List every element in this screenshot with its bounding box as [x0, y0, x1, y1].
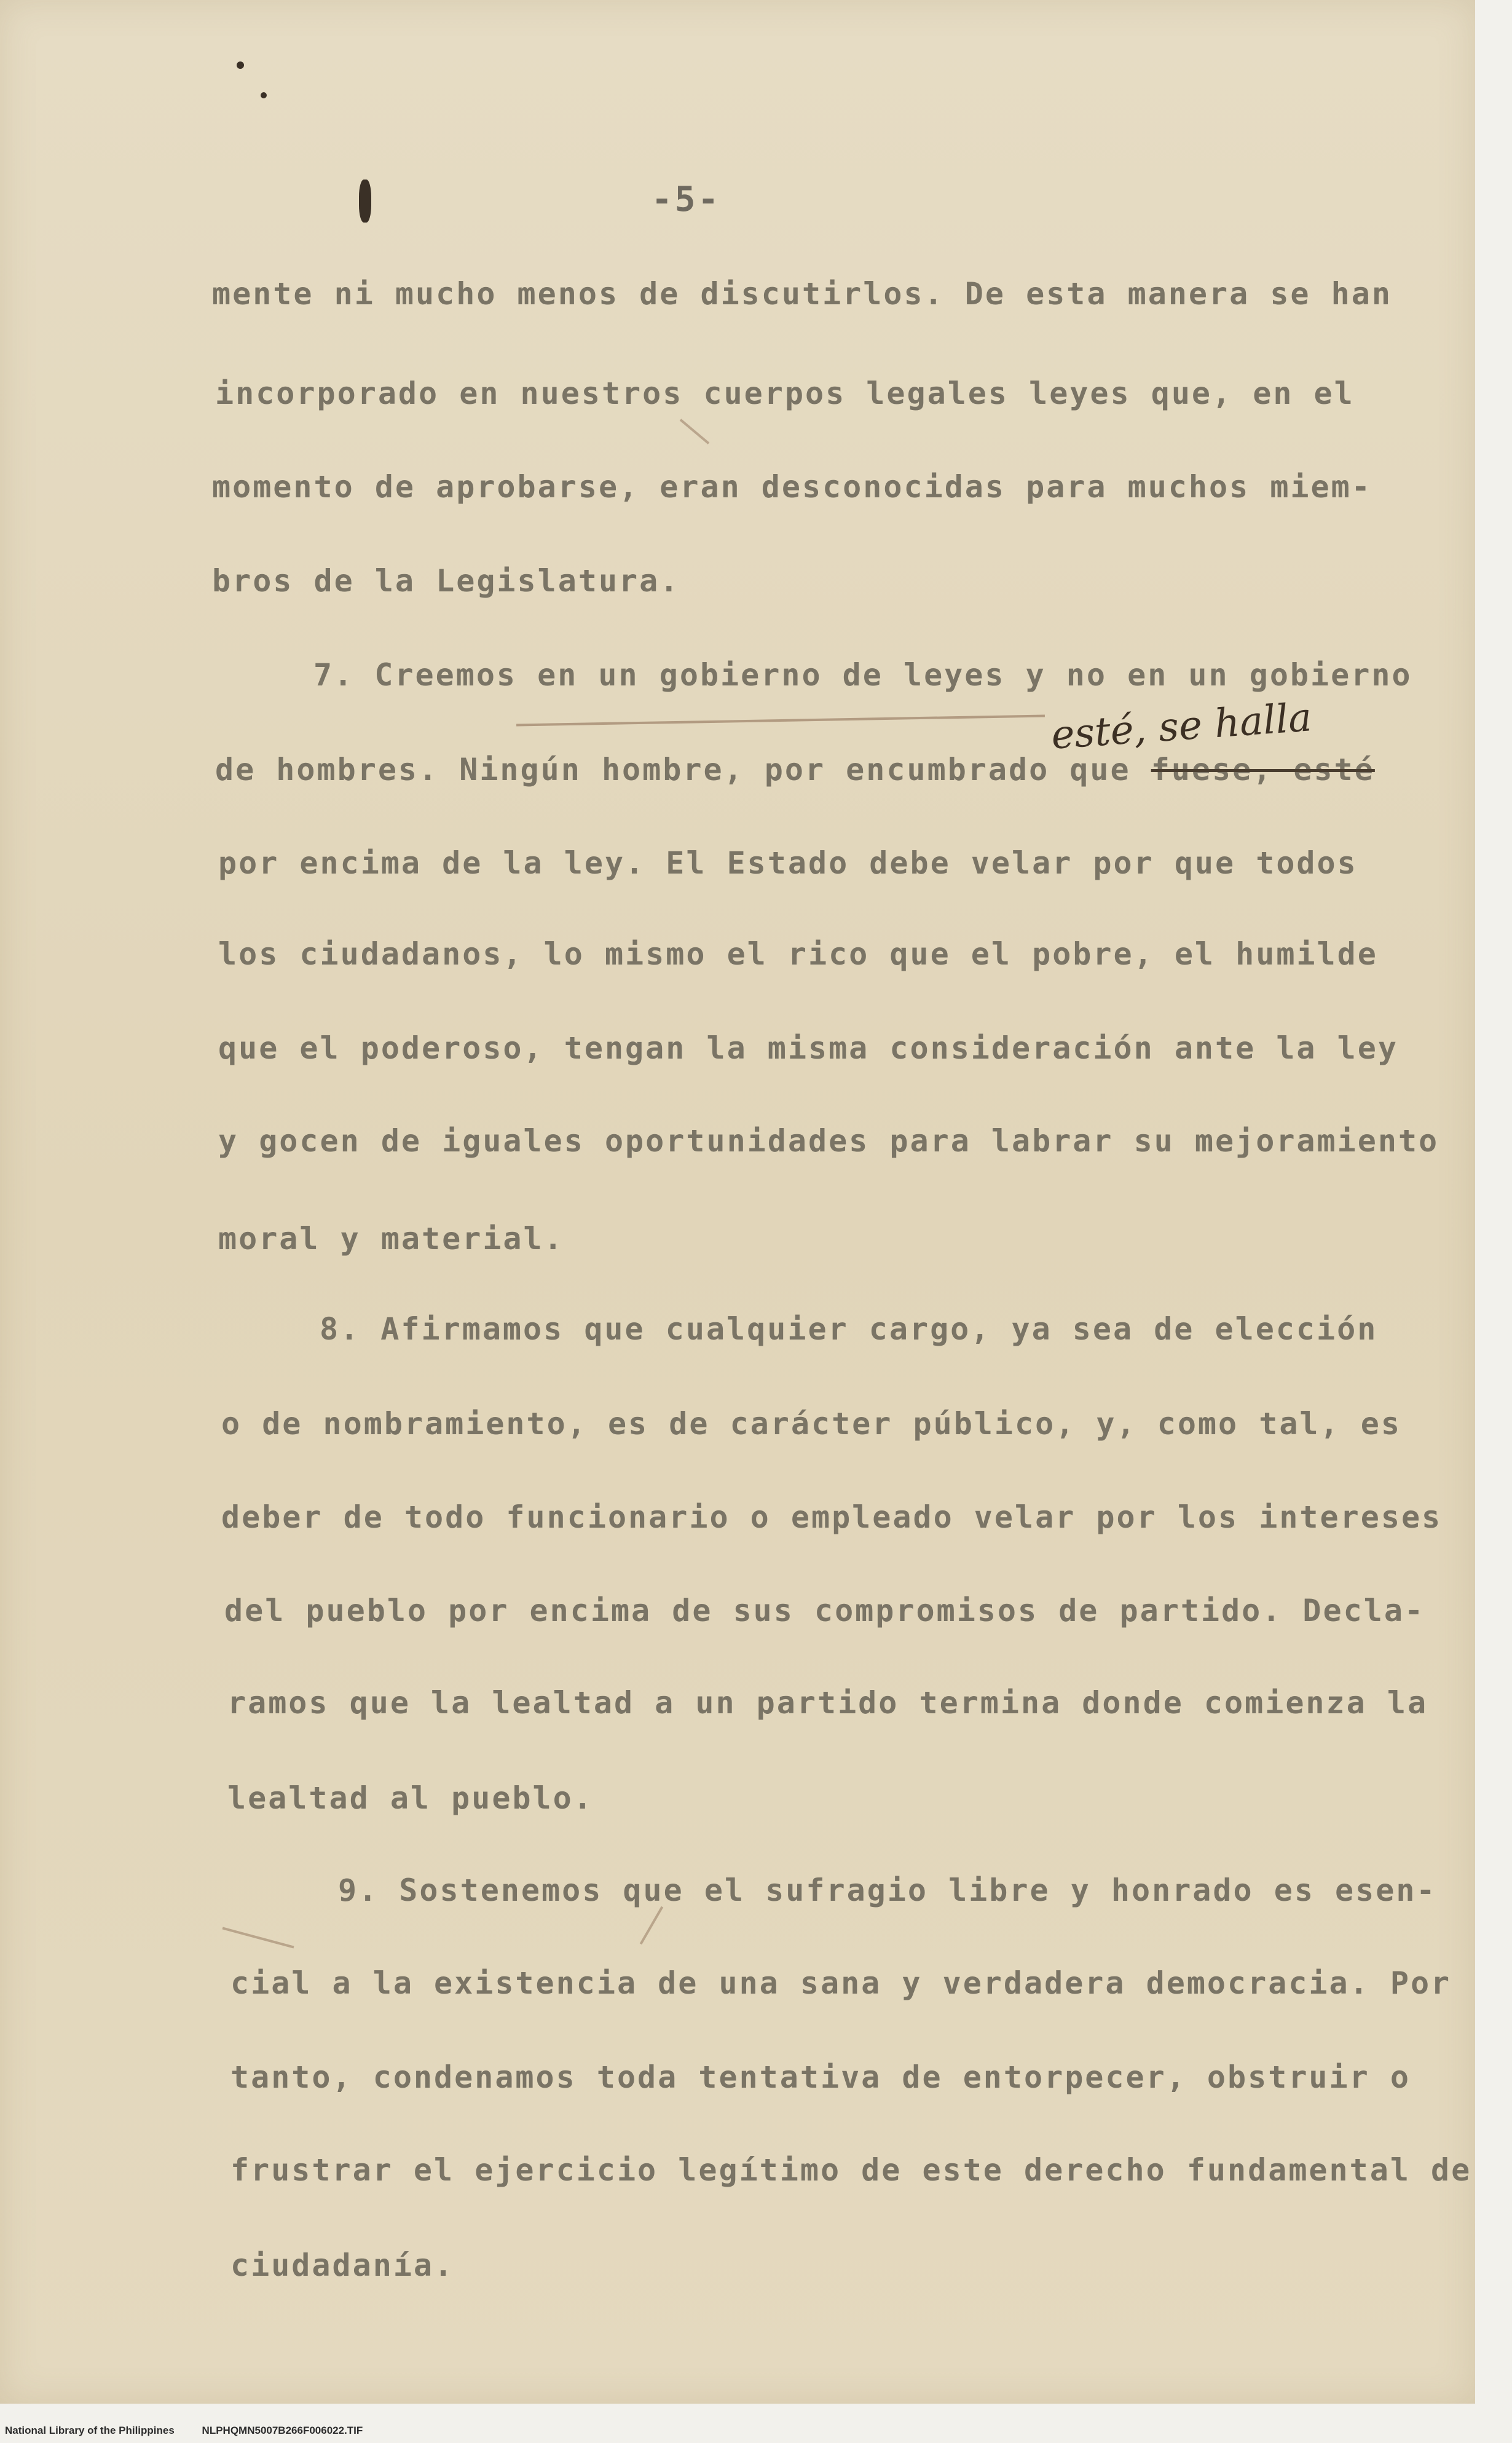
text-line: momento de aprobarse, eran desconocidas para muchos miem-: [212, 469, 1372, 505]
text-line: moral y material.: [218, 1221, 564, 1257]
file-id: NLPHQMN5007B266F006022.TIF: [202, 2425, 363, 2436]
ink-blot: [359, 180, 371, 223]
text-line: lealtad al pueblo.: [227, 1780, 594, 1816]
text-line: ramos que la lealtad a un partido termina donde comienza la: [227, 1685, 1428, 1721]
text-line: que el poderoso, tengan la misma consideración ante la ley: [218, 1030, 1398, 1066]
text-line: del pueblo por encima de sus compromisos de partido. Decla-: [224, 1593, 1425, 1628]
text-line: frustrar el ejercicio legítimo de este derecho fundamental de: [230, 2152, 1472, 2188]
text-line: 8. Afirmamos que cualquier cargo, ya sea de elección: [320, 1311, 1378, 1347]
text-line: ciudadanía.: [230, 2248, 455, 2283]
text-line: por encima de la ley. El Estado debe velar por que todos: [218, 845, 1358, 881]
pencil-mark: [680, 419, 710, 444]
text-line: bros de la Legislatura.: [212, 563, 680, 599]
pen-underline: [516, 714, 1045, 726]
pencil-mark: [640, 1906, 663, 1945]
ink-dot: [237, 61, 244, 69]
text-line: los ciudadanos, lo mismo el rico que el pobre, el humilde: [218, 936, 1378, 972]
handwritten-insertion: esté, se halla: [1049, 695, 1313, 759]
text-line: [215, 751, 1375, 788]
pencil-mark: [222, 1927, 294, 1949]
struck-text: fuese, esté: [1151, 752, 1375, 787]
page-number: -5-: [652, 180, 722, 219]
text-line: incorporado en nuestros cuerpos legales leyes que, en el: [215, 376, 1355, 411]
text-line-start: de hombres. Ningún hombre, por encumbrado que: [215, 752, 1151, 787]
text-line: y gocen de iguales oportunidades para labrar su mejoramiento: [218, 1123, 1439, 1159]
text-line: cial a la existencia de una sana y verdadera democracia. Por: [230, 1965, 1452, 2001]
text-line: 7. Creemos en un gobierno de leyes y no en un gobierno: [313, 657, 1412, 693]
text-line: mente ni mucho menos de discutirlos. De esta manera se han: [212, 276, 1392, 312]
footer-caption: [5, 2425, 387, 2437]
library-name: National Library of the Philippines: [5, 2425, 175, 2436]
text-line: tanto, condenamos toda tentativa de entorpecer, obstruir o: [230, 2059, 1411, 2095]
ink-dot: [261, 92, 267, 98]
text-line: o de nombramiento, es de carácter público, y, como tal, es: [221, 1406, 1401, 1442]
text-line: 9. Sostenemos que el sufragio libre y honrado es esen-: [338, 1873, 1437, 1908]
text-line: deber de todo funcionario o empleado velar por los intereses: [221, 1499, 1443, 1535]
